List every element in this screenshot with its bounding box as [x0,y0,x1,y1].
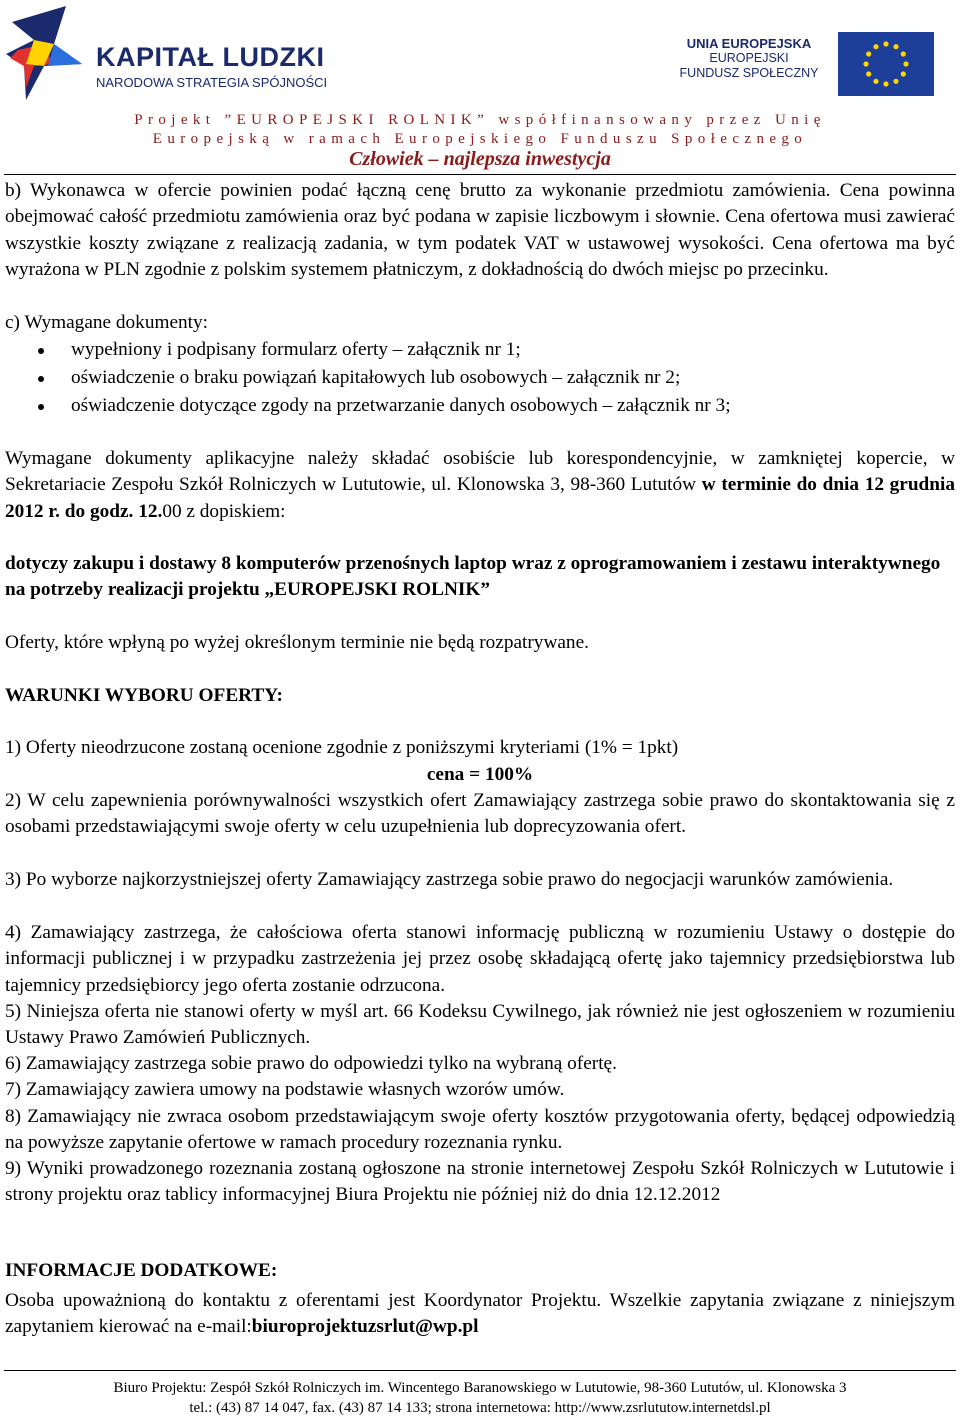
project-line-1: Projekt ”EUROPEJSKI ROLNIK” współfinansowany przez Unię [134,112,826,128]
submission-paragraph [5,446,955,525]
condition-6: 6) Zamawiający zastrzega sobie prawo do odpowiedzi tylko na wybraną ofertę. [5,1053,617,1074]
section-title-info: INFORMACJE DODATKOWE: [5,1260,278,1281]
kapital-ludzki-star-icon [4,4,84,104]
motto: Człowiek – najlepsza inwestycja [349,148,611,170]
eu-star-icon [893,44,898,49]
condition-1: 1) Oferty nieodrzucone zostaną ocenione zgodnie z poniższymi kryteriami (1% = 1pkt) [5,737,679,758]
bullet-dot-icon [38,348,44,354]
kapital-ludzki-subtitle: NARODOWA STRATEGIA SPÓJNOŚCI [96,75,328,90]
bullet-dot-icon [38,376,44,382]
condition-9: 9) Wyniki prowadzonego rozeznania zostaną ogłoszone na stronie internetowej Zespołu Szkół Rolniczych w Lututowie i strony projektu oraz tablicy informacyjnej Biura Projektu nie później niż do dnia 12.12.2012 [5,1158,955,1206]
contact-paragraph [5,1288,955,1341]
page-header [0,0,960,112]
criterion: cena = 100% [426,764,534,785]
eu-logo [670,6,958,106]
section-title-conditions: WARUNKI WYBORU OFERTY: [5,685,283,706]
eu-logo-line3: FUNDUSZ SPOŁECZNY [679,66,819,80]
deadline-suffix: 00 z dopiskiem: [162,500,286,522]
contact-text: Osoba upoważnioną do kontaktu z oferentami jest Koordynator Projektu. Wszelkie zapytania związane z niniejszym zapytaniem kierować na e-mail: [5,1290,955,1338]
bullet-text: oświadczenie o braku powiązań kapitałowych lub osobowych – załącznik nr 2; [71,367,681,388]
condition-4: 4) Zamawiający zastrzega, że całościowa oferta stanowi informację publiczną w rozumieniu Ustawy o dostępie do informacji publicznej i w przypadku zastrzeżenia jej przez osobę składającą ofertę jako tajemnicy przedsiębiorstwa lub tajemnicy przedsiębiorcy jego oferta zostanie odrzucona. [5,922,955,996]
contact-email-link[interactable]: biuroprojektuzsrlut@wp.pl [251,1316,479,1338]
condition-7: 7) Zamawiający zawiera umowy na podstawie własnych wzorów umów. [5,1079,565,1100]
eu-star-icon [866,71,871,76]
eu-logo-text [670,36,828,81]
paragraph-b: b) Wykonawca w ofercie powinien podać łączną cenę brutto za wykonanie przedmiotu zamówienia. Cena powinna obejmować całość przedmiotu zamówienia oraz być podana w zapisie liczbowym i słownie. Cena ofertowa musi zawierać wszystkie koszty związane z realizacją zadania, w tym podatek VAT w ustawowej wysokości. Cena ofertowa ma być wyrażona w PLN zgodnie z polskim systemem płatniczym, z dokładnością do dwóch miejsc po przecinku. [5,180,955,280]
kapital-ludzki-logo [4,4,344,104]
eu-star-icon [873,44,878,49]
bullet-dot-icon [38,404,44,410]
eu-star-icon [901,51,906,56]
bullet-text: wypełniony i podpisany formularz oferty – załącznik nr 1; [71,339,521,360]
condition-5: 5) Niniejsza oferta nie stanowi oferty w myśl art. 66 Kodeksu Cywilnego, jak również nie jest ogłoszeniem w rozumieniu Ustawy Prawo Zamówień Publicznych. [5,1001,955,1049]
eu-star-icon [893,79,898,84]
footer-divider [4,1370,956,1371]
condition-3: 3) Po wyborze najkorzystniejszej oferty Zamawiający zastrzega sobie prawo do negocjacji warunków zamówienia. [5,869,894,890]
page-footer [0,1378,960,1418]
eu-logo-line2: EUROPEJSKI [709,51,789,65]
subject-paragraph: dotyczy zakupu i dostawy 8 komputerów przenośnych laptop wraz z oprogramowaniem i zestawu interaktywnego na potrzeby realizacji projektu „EUROPEJSKI ROLNIK” [5,553,941,601]
eu-star-icon [863,61,868,66]
eu-flag-icon [838,32,934,96]
eu-star-icon [883,81,888,86]
eu-logo-line1: UNIA EUROPEJSKA [686,36,812,51]
project-line-2: Europejską w ramach Europejskiego Funduszu Społecznego [152,131,808,147]
header-divider [4,174,956,175]
kapital-ludzki-title: KAPITAŁ LUDZKI [96,42,325,72]
condition-2: 2) W celu zapewnienia porównywalności wszystkich ofert Zamawiający zastrzega sobie prawo do skontaktowania się z osobami przedstawiającymi swoje oferty w celu uzupełnienia lub doprecyzowania ofert. [5,790,955,838]
eu-star-icon [883,41,888,46]
deadline-text: w terminie do dnia 12 grudnia 2012 r. do godz. 12. [5,474,955,522]
footer-contact: tel.: (43) 87 14 047, fax. (43) 87 14 133; strona internetowa: http://www.zsrlututow.internetdsl.pl [189,1400,771,1416]
submission-text: Wymagane dokumenty aplikacyjne należy składać osobiście lub korespondencyjnie, w zamkniętej kopercie, w Sekretariacie Zespołu Szkół Rolniczych w Lututowie, ul. Klonowska 3, 98-360 Lututów [5,448,955,496]
eu-star-icon [866,51,871,56]
bullet-text: oświadczenie dotyczące zgody na przetwarzanie danych osobowych – załącznik nr 3; [71,395,731,416]
footer-address: Biuro Projektu: Zespół Szkół Rolniczych im. Wincentego Baranowskiego w Lututowie, 98-360 Lututów, ul. Klonowska 3 [113,1380,847,1396]
eu-star-icon [873,79,878,84]
condition-8: 8) Zamawiający nie zwraca osobom przedstawiającym swoje oferty kosztów przygotowania oferty, będącej odpowiedzią na powyższe zapytanie ofertowe w ramach procedury rozeznania rynku. [5,1106,955,1154]
eu-star-icon [901,71,906,76]
eu-star-icon [903,61,908,66]
late-offers-note: Oferty, które wpłyną po wyżej określonym terminie nie będą rozpatrywane. [5,632,589,653]
paragraph-c: c) Wymagane dokumenty: [5,312,209,333]
